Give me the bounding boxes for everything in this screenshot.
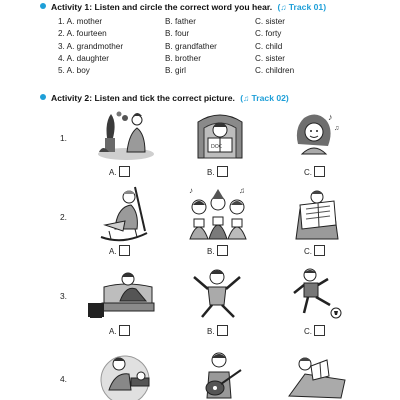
children-singing-picture[interactable] [185, 185, 251, 241]
woman-gardening-picture[interactable] [95, 108, 157, 162]
option-row [58, 41, 345, 53]
tick-box[interactable] [217, 166, 228, 177]
boy-reading-picture[interactable] [190, 108, 250, 162]
activity-1-title: Activity 1: Listen and circle the correct word you hear. [51, 2, 273, 12]
activity-1-heading [40, 2, 326, 12]
question-number: 2. [60, 212, 67, 222]
option-row [58, 53, 345, 65]
question-number: 3. [60, 291, 67, 301]
choice-c[interactable]: C. [304, 245, 325, 256]
option-c[interactable]: C. sister [255, 17, 286, 26]
activity-1-options [58, 16, 345, 77]
option-row [58, 65, 345, 77]
tick-box[interactable] [119, 245, 130, 256]
option-c[interactable]: C. child [255, 41, 283, 51]
choice-a[interactable]: A. [109, 166, 130, 177]
tick-box[interactable] [119, 166, 130, 177]
choice-c[interactable]: C. [304, 166, 325, 177]
option-b[interactable]: B. father [165, 17, 196, 26]
option-row [58, 16, 345, 28]
activity-2-heading [40, 93, 289, 103]
girl-watching-tv-picture[interactable] [86, 265, 158, 321]
tick-box[interactable] [119, 325, 130, 336]
tick-box[interactable] [217, 325, 228, 336]
option-a[interactable]: 3. A. grandmother [58, 41, 124, 51]
woman-cooking-picture[interactable] [95, 350, 157, 400]
tick-box[interactable] [314, 245, 325, 256]
option-c[interactable]: C. sister [255, 53, 286, 63]
svg-text:DOC: DOC [211, 144, 223, 150]
woman-listening-music-picture[interactable] [292, 108, 342, 162]
option-a[interactable]: 5. A. boy [58, 66, 90, 76]
music-note-icon: ♫ [280, 3, 287, 12]
bullet-icon [40, 94, 46, 100]
tick-box[interactable] [217, 245, 228, 256]
activity-2-title: Activity 2: Listen and tick the correct picture. [51, 93, 235, 103]
svg-text:♪: ♪ [189, 186, 193, 195]
tick-box[interactable] [314, 325, 325, 336]
boy-playing-soccer-picture[interactable] [290, 265, 346, 321]
tick-box[interactable] [314, 166, 325, 177]
question-number: 1. [60, 133, 67, 143]
question-number: 4. [60, 374, 67, 384]
option-b[interactable]: B. grandfather [165, 41, 217, 51]
boy-playing-guitar-picture[interactable] [195, 350, 245, 400]
bullet-icon [40, 3, 46, 9]
choice-a[interactable]: A. [109, 325, 130, 336]
option-c[interactable]: C. children [255, 66, 295, 76]
option-b[interactable]: B. brother [165, 53, 201, 63]
choice-b[interactable]: B. [207, 325, 228, 336]
svg-text:♫: ♫ [334, 125, 340, 132]
music-note-icon: ♫ [243, 94, 250, 103]
option-a[interactable]: 2. A. fourteen [58, 29, 107, 39]
boy-jumping-picture[interactable] [190, 265, 244, 321]
choice-c[interactable]: C. [304, 325, 325, 336]
option-b[interactable]: B. girl [165, 66, 186, 76]
option-row [58, 28, 345, 40]
choice-b[interactable]: B. [207, 245, 228, 256]
svg-text:♫: ♫ [239, 186, 245, 195]
option-a[interactable]: 4. A. daughter [58, 53, 109, 63]
man-reading-newspaper-picture[interactable] [292, 185, 342, 241]
choice-a[interactable]: A. [109, 245, 130, 256]
option-c[interactable]: C. forty [255, 29, 282, 39]
grandmother-rocking-chair-picture[interactable] [95, 185, 155, 243]
track-label: (♫ Track 01) [277, 2, 327, 12]
option-b[interactable]: B. four [165, 29, 190, 39]
svg-text:♪: ♪ [328, 112, 333, 122]
choice-b[interactable]: B. [207, 166, 228, 177]
track-label: (♫ Track 02) [240, 93, 289, 103]
man-reading-book-picture[interactable] [285, 350, 349, 400]
option-a[interactable]: 1. A. mother [58, 17, 103, 26]
